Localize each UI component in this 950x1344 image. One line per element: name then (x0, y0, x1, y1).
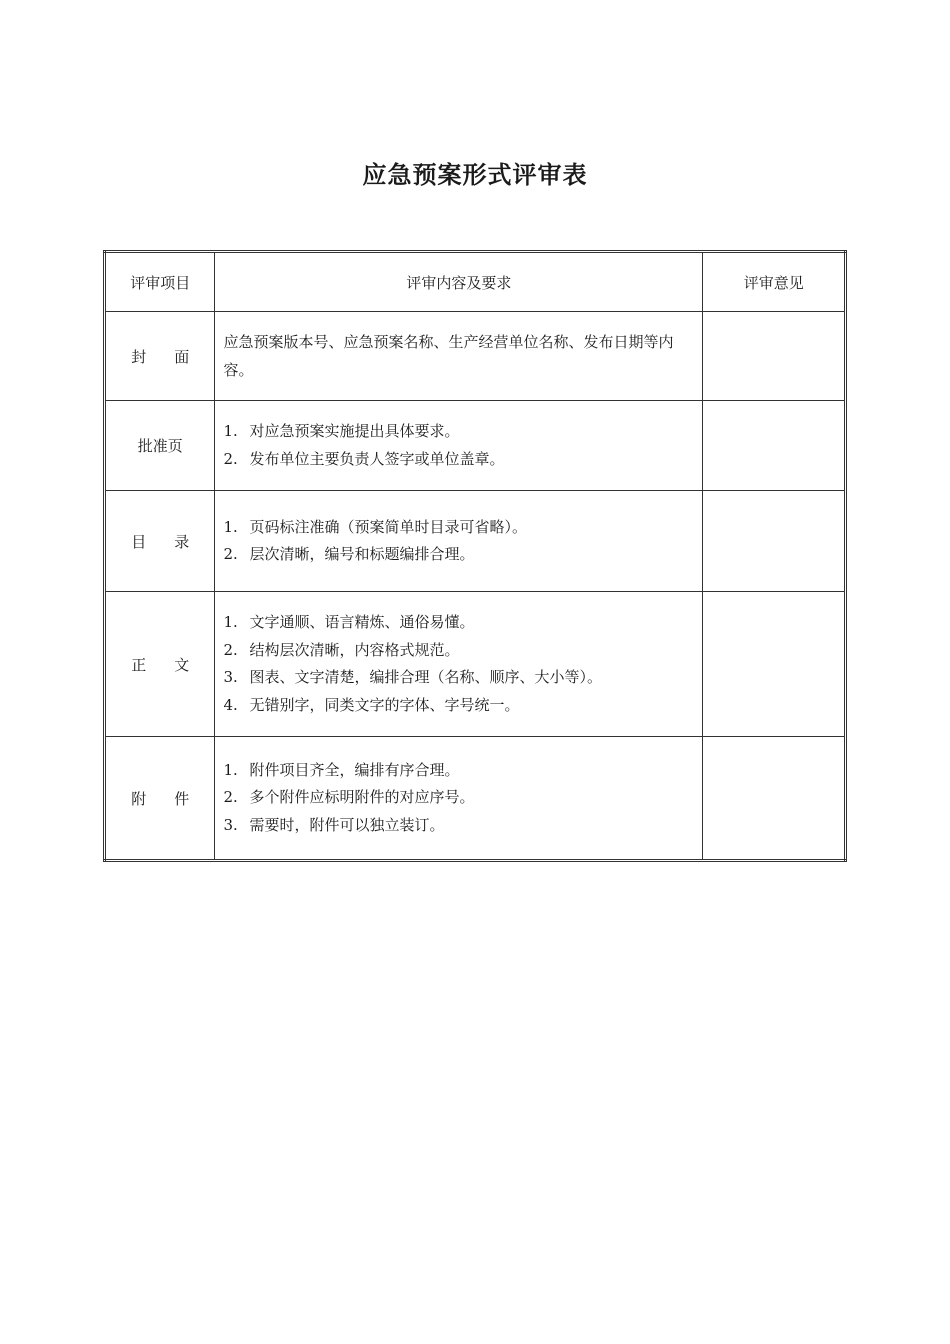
line-text: 发布单位主要负责人签字或单位盖章。 (249, 449, 505, 468)
line-number: 4. (223, 695, 238, 714)
line-text: 多个附件应标明附件的对应序号。 (249, 788, 475, 807)
requirement-line (223, 664, 694, 692)
opinion-cell[interactable] (703, 401, 846, 491)
requirement-line (223, 812, 694, 840)
page-title: 应急预案形式评审表 (362, 161, 588, 189)
item-label-part: 附 (131, 789, 147, 808)
line-text: 图表、文字清楚，编排合理（名称、顺序、大小等）。 (249, 668, 602, 686)
line-text: 附件项目齐全，编排有序合理。 (249, 760, 460, 779)
requirement-line (223, 692, 694, 720)
line-number: 3. (223, 668, 238, 686)
line-number: 2. (223, 545, 238, 563)
line-text: 无错别字，同类文字的字体、字号统一。 (249, 695, 520, 714)
content-cell (215, 592, 703, 737)
line-number: 3. (223, 815, 238, 834)
requirement-line (223, 637, 694, 665)
table-row (105, 737, 846, 861)
item-cell-approval: 批准页 (105, 401, 215, 491)
item-label-part: 目 (131, 532, 147, 551)
line-number: 1. (223, 422, 238, 440)
line-number: 2. (223, 449, 238, 468)
opinion-cell[interactable] (703, 737, 846, 861)
table-row (105, 312, 846, 401)
requirement-line (223, 446, 694, 474)
item-cell-body (105, 592, 215, 737)
content-paragraph: 应急预案版本号、应急预案名称、生产经营单位名称、发布日期等内容。 (223, 333, 674, 379)
opinion-cell[interactable] (703, 491, 846, 592)
item-label-part: 文 (174, 655, 190, 674)
content-cell (215, 491, 703, 592)
line-text: 文字通顺、语言精炼、通俗易懂。 (249, 613, 475, 631)
item-cell-toc (105, 491, 215, 592)
table-row (105, 401, 846, 491)
content-cell (215, 737, 703, 861)
opinion-cell[interactable] (703, 312, 846, 401)
opinion-cell[interactable] (703, 592, 846, 737)
line-text: 层次清晰，编号和标题编排合理。 (249, 545, 475, 563)
line-text: 结构层次清晰，内容格式规范。 (249, 640, 460, 659)
item-cell-attachment (105, 737, 215, 861)
table-header-row (105, 252, 846, 312)
table-row (105, 592, 846, 737)
requirement-line (223, 609, 694, 637)
header-opinion: 评审意见 (703, 252, 846, 312)
content-cell (215, 401, 703, 491)
table-row (105, 491, 846, 592)
line-text: 需要时，附件可以独立装订。 (249, 815, 445, 834)
requirement-line (223, 514, 694, 542)
line-number: 1. (223, 760, 238, 779)
review-table (103, 250, 847, 862)
requirement-line (223, 541, 694, 569)
line-text: 对应急预案实施提出具体要求。 (249, 422, 460, 440)
line-number: 1. (223, 613, 238, 631)
line-number: 2. (223, 640, 238, 659)
item-label-part: 封 (131, 347, 147, 366)
item-label-part: 录 (174, 532, 190, 551)
line-number: 2. (223, 788, 238, 807)
item-label-part: 面 (174, 347, 190, 366)
header-item: 评审项目 (105, 252, 215, 312)
requirement-line (223, 784, 694, 812)
line-number: 1. (223, 517, 238, 536)
requirement-line (223, 757, 694, 785)
item-label-part: 正 (131, 655, 147, 674)
item-cell-cover (105, 312, 215, 401)
line-text: 页码标注准确（预案简单时目录可省略）。 (249, 517, 527, 536)
content-cell (215, 312, 703, 401)
item-label-part: 件 (174, 789, 190, 808)
header-content: 评审内容及要求 (215, 252, 703, 312)
requirement-line (223, 418, 694, 446)
